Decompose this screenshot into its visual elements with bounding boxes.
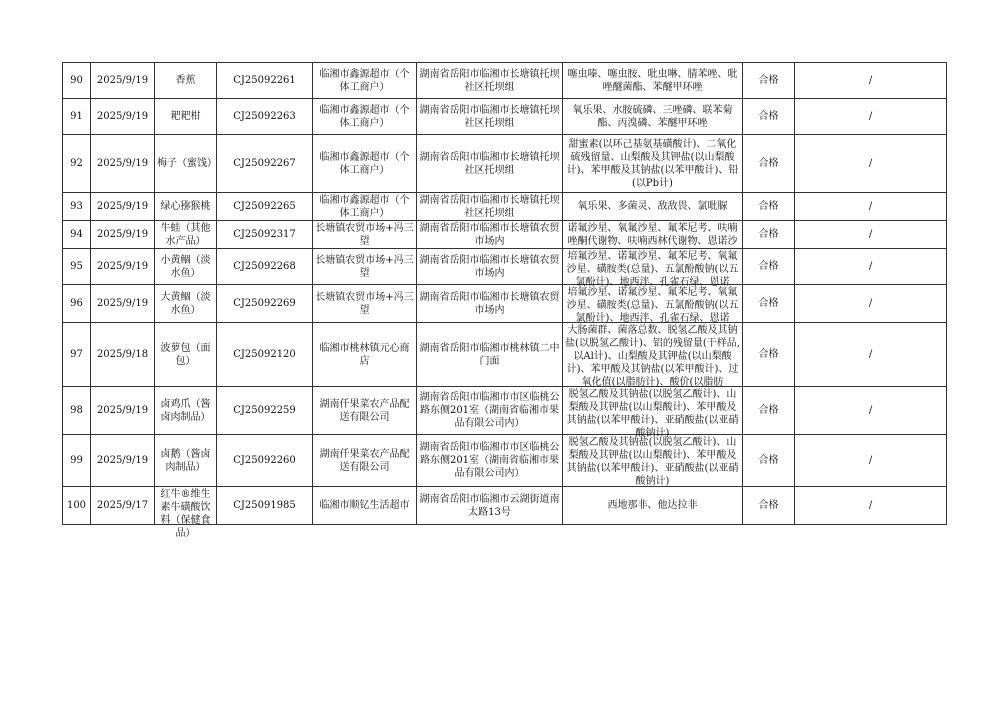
- table-row: [63, 285, 947, 323]
- test-items-cell: [563, 63, 743, 99]
- sampled-unit-text: 临湘市鑫源超市（个体工商户）: [319, 151, 410, 176]
- unit-address-text: 湖南省岳阳市临湘市长塘镇农贸市场内: [419, 291, 560, 316]
- document-page: [62, 62, 947, 539]
- table-row: [63, 487, 947, 525]
- sampled-unit-cell: [313, 249, 417, 285]
- sampled-unit-text: 长塘镇农贸市场+冯三望: [315, 222, 414, 247]
- remark-text: /: [868, 201, 873, 212]
- sampled-unit-text: 临湘市鑫源超市（个体工商户）: [319, 68, 410, 93]
- sample-date-text: 2025/9/19: [96, 455, 149, 466]
- table-row: [63, 249, 947, 285]
- result-text: 合格: [758, 229, 779, 240]
- food-name-text: 牛蛙（其他水产品）: [160, 222, 211, 247]
- sample-code-text: CJ25092259: [233, 405, 296, 416]
- unit-address-cell: [417, 221, 563, 249]
- test-items-text: 噻虫嗪、噻虫胺、吡虫啉、腈苯唑、吡唑醚菌酯、苯醚甲环唑: [567, 68, 738, 93]
- remark-text: /: [868, 261, 873, 272]
- food-name-cell: [155, 487, 217, 539]
- food-name-text: 红牛®维生素牛磺酸饮料（保健食品）: [160, 488, 211, 539]
- food-name-text: 卤鹅（酱卤肉制品）: [160, 448, 211, 473]
- unit-address-text: 湖南省岳阳市临湘市长塘镇托坝社区托坝组: [419, 194, 560, 219]
- remark-cell: [795, 487, 947, 525]
- test-items-cell: [563, 193, 743, 221]
- sample-date-cell: [91, 323, 155, 387]
- sampled-unit-cell: [313, 221, 417, 249]
- unit-address-cell: [417, 487, 563, 525]
- food-name-text: 绿心猕猴桃: [160, 201, 211, 212]
- row-number-text: 99: [70, 455, 83, 466]
- test-items-text: 脱氢乙酸及其钠盐(以脱氢乙酸计)、山梨酸及其钾盐(以山梨酸计)、苯甲酸及其钠盐(以苯甲酸计)、亚硝酸盐(以亚硝酸钠计): [566, 436, 739, 487]
- remark-text: /: [868, 75, 873, 86]
- row-number-cell: [63, 193, 91, 221]
- sample-code-text: CJ25092265: [233, 201, 296, 212]
- row-number-text: 93: [70, 201, 83, 212]
- sample-code-cell: [217, 99, 313, 135]
- result-text: 合格: [758, 500, 779, 511]
- sample-date-text: 2025/9/19: [96, 261, 149, 272]
- sample-date-text: 2025/9/19: [96, 229, 149, 240]
- test-items-text: 氧乐果、多菌灵、敌敌畏、氯吡脲: [577, 201, 728, 212]
- test-items-text: 甜蜜素(以环己基氨基磺酸计)、二氧化硫残留量、山梨酸及其钾盐(以山梨酸计)、苯甲酸及其钠盐(以苯甲酸计)、铅(以Pb计): [566, 138, 739, 189]
- sample-date-cell: [91, 63, 155, 99]
- sample-code-text: CJ25092261: [233, 75, 296, 86]
- sampled-unit-text: 长塘镇农贸市场+冯三望: [315, 254, 414, 279]
- unit-address-cell: [417, 435, 563, 487]
- sampled-unit-cell: [313, 99, 417, 135]
- food-name-cell: [155, 221, 217, 249]
- result-text: 合格: [758, 455, 779, 466]
- result-text: 合格: [758, 349, 779, 360]
- sampled-unit-cell: [313, 63, 417, 99]
- row-number-cell: [63, 323, 91, 387]
- row-number-text: 97: [70, 349, 83, 360]
- test-items-text: 培氟沙星、诺氟沙星、氟苯尼考、氧氟沙星、磺胺类(总量)、五氯酚酸钠(以五氯酚计)、地西泮、孔雀石绿、恩诺: [566, 286, 739, 324]
- test-items-cell: [563, 135, 743, 193]
- row-number-text: 100: [66, 500, 87, 511]
- remark-text: /: [868, 455, 873, 466]
- unit-address-cell: [417, 285, 563, 323]
- sample-date-cell: [91, 99, 155, 135]
- sampled-unit-cell: [313, 285, 417, 323]
- sample-date-text: 2025/9/18: [96, 349, 149, 360]
- food-name-cell: [155, 249, 217, 285]
- unit-address-cell: [417, 99, 563, 135]
- remark-text: /: [868, 158, 873, 169]
- unit-address-cell: [417, 249, 563, 285]
- sample-date-cell: [91, 285, 155, 323]
- sample-code-text: CJ25092120: [233, 349, 296, 360]
- remark-cell: [795, 63, 947, 99]
- sample-code-text: CJ25092269: [233, 298, 296, 309]
- food-name-text: 香蕉: [175, 75, 196, 86]
- sample-date-text: 2025/9/19: [96, 405, 149, 416]
- sampled-unit-cell: [313, 135, 417, 193]
- unit-address-text: 湖南省岳阳市临湘市长塘镇托坝社区托坝组: [419, 68, 560, 93]
- sample-date-text: 2025/9/19: [96, 158, 149, 169]
- food-name-text: 卤鸡爪（酱卤肉制品）: [160, 398, 211, 423]
- sampled-unit-text: 临湘市顺钇生活超市: [319, 500, 410, 511]
- table-row: [63, 323, 947, 387]
- sample-date-text: 2025/9/19: [96, 111, 149, 122]
- table-row: [63, 99, 947, 135]
- sample-code-text: CJ25092260: [233, 455, 296, 466]
- test-items-cell: [563, 221, 743, 249]
- test-items-cell: [563, 435, 743, 487]
- result-cell: [743, 99, 795, 135]
- sample-code-cell: [217, 221, 313, 249]
- sample-code-cell: [217, 285, 313, 323]
- unit-address-text: 湖南省岳阳市临湘市长塘镇托坝社区托坝组: [419, 104, 560, 129]
- food-name-text: 梅子（蜜饯）: [157, 158, 217, 169]
- sample-code-cell: [217, 323, 313, 387]
- result-cell: [743, 387, 795, 435]
- remark-cell: [795, 285, 947, 323]
- result-cell: [743, 63, 795, 99]
- food-name-cell: [155, 63, 217, 99]
- table-row: [63, 193, 947, 221]
- test-items-text: 诺氟沙星、氧氟沙星、氟苯尼考、呋喃唑酮代谢物、呋喃西林代谢物、恩诺沙: [567, 222, 738, 247]
- sample-code-cell: [217, 63, 313, 99]
- test-items-text: 大肠菌群、菌落总数、脱氢乙酸及其钠盐(以脱氢乙酸计)、铝的残留量(干样品,以Al计)、山梨酸及其钾盐(以山梨酸计)、苯甲酸及其钠盐(以苯甲酸计)、过氧化值(以脂肪计)、酸价(以脂肪: [565, 324, 740, 388]
- table-row: [63, 63, 947, 99]
- row-number-cell: [63, 99, 91, 135]
- remark-cell: [795, 323, 947, 387]
- remark-text: /: [868, 405, 873, 416]
- remark-cell: [795, 221, 947, 249]
- remark-cell: [795, 99, 947, 135]
- food-name-cell: [155, 387, 217, 435]
- result-text: 合格: [758, 298, 779, 309]
- sample-date-text: 2025/9/17: [96, 500, 149, 511]
- sampled-unit-text: 临湘市鑫源超市（个体工商户）: [319, 194, 410, 219]
- sampled-unit-text: 长塘镇农贸市场+冯三望: [315, 291, 414, 316]
- table-row: [63, 387, 947, 435]
- sample-code-cell: [217, 249, 313, 285]
- sample-date-cell: [91, 387, 155, 435]
- row-number-text: 92: [70, 158, 83, 169]
- result-text: 合格: [758, 201, 779, 212]
- remark-cell: [795, 193, 947, 221]
- sampled-unit-cell: [313, 323, 417, 387]
- unit-address-cell: [417, 63, 563, 99]
- table-row: [63, 221, 947, 249]
- result-text: 合格: [758, 405, 779, 416]
- food-name-text: 小黄鲴（淡水鱼）: [160, 254, 211, 279]
- remark-text: /: [868, 298, 873, 309]
- row-number-cell: [63, 249, 91, 285]
- sample-date-cell: [91, 135, 155, 193]
- sampled-unit-cell: [313, 487, 417, 525]
- test-items-text: 培氟沙星、诺氟沙星、氟苯尼考、氧氟沙星、磺胺类(总量)、五氯酚酸钠(以五氯酚计)、地西泮、孔雀石绿、恩诺: [566, 250, 739, 288]
- remark-text: /: [868, 229, 873, 240]
- sampled-unit-cell: [313, 193, 417, 221]
- food-name-cell: [155, 285, 217, 323]
- sample-date-cell: [91, 487, 155, 525]
- food-name-cell: [155, 435, 217, 487]
- row-number-text: 91: [70, 111, 83, 122]
- test-items-cell: [563, 285, 743, 323]
- result-text: 合格: [758, 75, 779, 86]
- result-cell: [743, 285, 795, 323]
- food-name-cell: [155, 99, 217, 135]
- unit-address-text: 湖南省岳阳市临湘市市区临桃公路东侧201室（湖南省临湘市果品有限公司内）: [419, 442, 560, 479]
- food-name-cell: [155, 193, 217, 221]
- sample-date-cell: [91, 435, 155, 487]
- unit-address-cell: [417, 323, 563, 387]
- unit-address-cell: [417, 193, 563, 221]
- row-number-cell: [63, 221, 91, 249]
- test-items-cell: [563, 387, 743, 439]
- row-number-text: 96: [70, 298, 83, 309]
- result-cell: [743, 323, 795, 387]
- inspection-results-table: [62, 62, 947, 539]
- result-cell: [743, 435, 795, 487]
- row-number-cell: [63, 487, 91, 525]
- test-items-text: 西地那非、他达拉非: [607, 500, 698, 511]
- remark-text: /: [868, 349, 873, 360]
- sample-date-cell: [91, 221, 155, 249]
- sample-code-cell: [217, 193, 313, 221]
- row-number-cell: [63, 435, 91, 487]
- remark-cell: [795, 435, 947, 487]
- test-items-cell: [563, 323, 743, 387]
- remark-text: /: [868, 111, 873, 122]
- row-number-text: 98: [70, 405, 83, 416]
- sample-code-cell: [217, 135, 313, 193]
- sample-date-cell: [91, 193, 155, 221]
- row-number-text: 90: [70, 75, 83, 86]
- sample-code-text: CJ25091985: [233, 500, 296, 511]
- sample-code-cell: [217, 487, 313, 525]
- result-cell: [743, 135, 795, 193]
- unit-address-text: 湖南省岳阳市临湘市长塘镇托坝社区托坝组: [419, 151, 560, 176]
- sampled-unit-text: 临湘市鑫源超市（个体工商户）: [319, 104, 410, 129]
- row-number-text: 94: [70, 229, 83, 240]
- result-cell: [743, 193, 795, 221]
- row-number-text: 95: [70, 261, 83, 272]
- food-name-cell: [155, 135, 217, 193]
- food-name-text: 波萝包（面包）: [160, 342, 211, 367]
- remark-cell: [795, 249, 947, 285]
- test-items-cell: [563, 487, 743, 525]
- row-number-cell: [63, 135, 91, 193]
- unit-address-text: 湖南省岳阳市临湘市云湖街道南太路13号: [419, 493, 560, 518]
- unit-address-text: 湖南省岳阳市临湘市市区临桃公路东侧201室（湖南省临湘市果品有限公司内）: [419, 392, 560, 429]
- unit-address-cell: [417, 387, 563, 435]
- result-text: 合格: [758, 111, 779, 122]
- test-items-text: 脱氢乙酸及其钠盐(以脱氢乙酸计)、山梨酸及其钾盐(以山梨酸计)、苯甲酸及其钠盐(以苯甲酸计)、亚硝酸盐(以亚硝酸钠计): [566, 388, 739, 439]
- remark-text: /: [868, 500, 873, 511]
- result-cell: [743, 249, 795, 285]
- food-name-text: 大黄鲴（淡水鱼）: [160, 291, 211, 316]
- food-name-text: 耙耙柑: [170, 111, 201, 122]
- test-items-text: 氧乐果、水胺硫磷、三唑磷、联苯菊酯、丙溴磷、苯醚甲环唑: [572, 104, 733, 129]
- sample-code-text: CJ25092268: [233, 261, 296, 272]
- sample-code-text: CJ25092267: [233, 158, 296, 169]
- unit-address-text: 湖南省岳阳市临湘市长塘镇农贸市场内: [419, 254, 560, 279]
- table-row: [63, 135, 947, 193]
- table-row: [63, 435, 947, 487]
- result-text: 合格: [758, 158, 779, 169]
- result-cell: [743, 487, 795, 525]
- sample-code-cell: [217, 435, 313, 487]
- sample-code-text: CJ25092263: [233, 111, 296, 122]
- row-number-cell: [63, 387, 91, 435]
- food-name-cell: [155, 323, 217, 387]
- test-items-cell: [563, 249, 743, 288]
- sample-date-text: 2025/9/19: [96, 298, 149, 309]
- sampled-unit-cell: [313, 435, 417, 487]
- sample-date-cell: [91, 249, 155, 285]
- sampled-unit-text: 湖南仟果菜农产品配送有限公司: [319, 448, 410, 473]
- sampled-unit-text: 湖南仟果菜农产品配送有限公司: [319, 398, 410, 423]
- remark-cell: [795, 387, 947, 435]
- row-number-cell: [63, 285, 91, 323]
- sample-code-text: CJ25092317: [233, 229, 296, 240]
- unit-address-cell: [417, 135, 563, 193]
- sample-date-text: 2025/9/19: [96, 201, 149, 212]
- sampled-unit-text: 临湘市桃林镇元心商店: [319, 342, 410, 367]
- result-text: 合格: [758, 261, 779, 272]
- unit-address-text: 湖南省岳阳市临湘市长塘镇农贸市场内: [419, 222, 560, 247]
- sampled-unit-cell: [313, 387, 417, 435]
- remark-cell: [795, 135, 947, 193]
- test-items-cell: [563, 99, 743, 135]
- result-cell: [743, 221, 795, 249]
- sample-date-text: 2025/9/19: [96, 75, 149, 86]
- sample-code-cell: [217, 387, 313, 435]
- unit-address-text: 湖南省岳阳市临湘市桃林镇二中门面: [419, 342, 560, 367]
- row-number-cell: [63, 63, 91, 99]
